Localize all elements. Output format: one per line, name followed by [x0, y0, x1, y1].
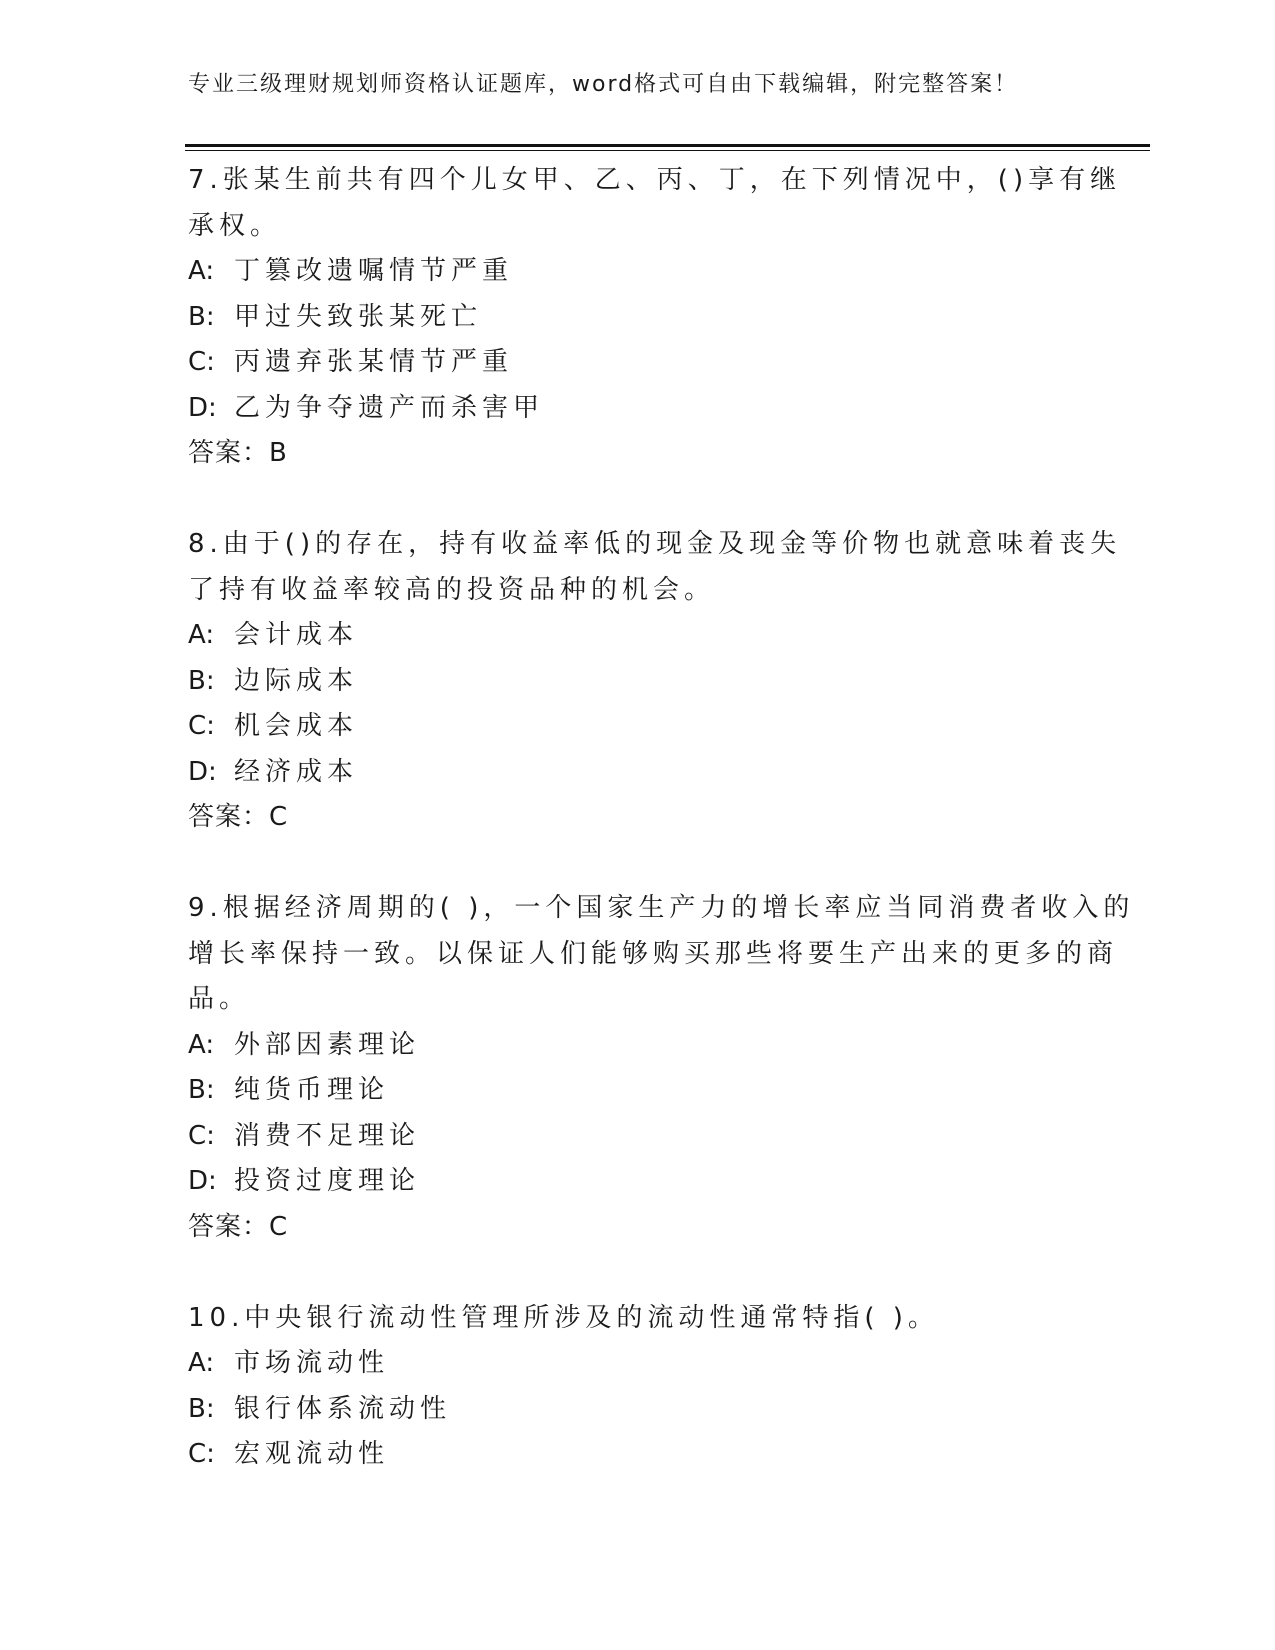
question-block: [188, 522, 1122, 841]
option-label: A:: [188, 620, 215, 650]
option-a: [188, 249, 1088, 295]
option-c: [188, 1114, 1088, 1160]
option-b: [188, 1068, 1088, 1114]
option-label: A:: [188, 1348, 215, 1378]
option-label: C:: [188, 711, 215, 741]
header-rule-thin: [185, 150, 1150, 151]
option-text: 纯货币理论: [234, 1075, 390, 1105]
answer-line: 答案：B: [188, 438, 288, 468]
option-label: B:: [188, 1393, 215, 1424]
header-rule-thick: [185, 144, 1150, 147]
option-text: 市场流动性: [234, 1348, 390, 1378]
option-text: 丁篡改遗嘱情节严重: [234, 256, 514, 286]
question-block: [188, 886, 1135, 1250]
option-text: 消费不足理论: [234, 1120, 421, 1151]
option-c: [188, 704, 1088, 750]
option-text: 甲过失致张某死亡: [234, 301, 483, 332]
option-b: [188, 295, 1088, 341]
question-block: [188, 1296, 1088, 1478]
option-label: C:: [188, 347, 215, 377]
option-text: 经济成本: [234, 756, 359, 787]
option-label: B:: [188, 301, 215, 332]
option-label: A:: [188, 1029, 215, 1060]
option-text: 投资过度理论: [234, 1166, 421, 1196]
option-text: 会计成本: [234, 620, 359, 650]
option-label: B:: [188, 665, 215, 696]
option-b: [188, 1387, 1088, 1433]
answer-line: 答案：C: [188, 1211, 289, 1242]
option-label: C:: [188, 1120, 215, 1151]
question-list: [188, 158, 1135, 1478]
question-text-line: 10.中央银行流动性管理所涉及的流动性通常特指( )。: [188, 1302, 939, 1333]
question-text-line: 8.由于()的存在，持有收益率低的现金及现金等价物也就意味着丧失: [188, 529, 1122, 559]
option-d: [188, 1159, 1088, 1205]
spacer: [188, 1250, 1088, 1296]
option-a: [188, 1023, 1088, 1069]
question-block: [188, 158, 1122, 477]
option-label: B:: [188, 1075, 215, 1105]
option-text: 丙遗弃张某情节严重: [234, 347, 514, 377]
spacer: [188, 841, 1088, 887]
option-text: 外部因素理论: [234, 1029, 421, 1060]
option-label: D:: [188, 756, 217, 787]
option-b: [188, 659, 1088, 705]
option-text: 机会成本: [234, 711, 359, 741]
question-text-line: 了持有收益率较高的投资品种的机会。: [188, 574, 716, 605]
option-label: A:: [188, 256, 215, 286]
question-text-line: 9.根据经济周期的( )，一个国家生产力的增长率应当同消费者收入的: [188, 893, 1135, 923]
option-text: 宏观流动性: [234, 1439, 390, 1469]
option-d: [188, 750, 1088, 796]
question-text-line: 7.张某生前共有四个儿女甲、乙、丙、丁，在下列情况中，()享有继: [188, 165, 1122, 195]
question-text-line: 承权。: [188, 210, 282, 241]
option-d: [188, 386, 1088, 432]
spacer: [188, 477, 1088, 523]
question-text-line: 品。: [188, 984, 251, 1014]
option-text: 边际成本: [234, 665, 359, 696]
option-label: D:: [188, 1166, 217, 1196]
option-a: [188, 613, 1088, 659]
option-label: D:: [188, 392, 217, 423]
question-text-line: 增长率保持一致。以保证人们能够购买那些将要生产出来的更多的商: [188, 938, 1119, 969]
option-text: 乙为争夺遗产而杀害甲: [234, 392, 545, 423]
option-label: C:: [188, 1439, 215, 1469]
option-a: [188, 1341, 1088, 1387]
option-c: [188, 1432, 1088, 1478]
option-text: 银行体系流动性: [234, 1393, 452, 1424]
document-header: 专业三级理财规划师资格认证题库，word格式可自由下载编辑，附完整答案！: [188, 72, 1019, 97]
option-c: [188, 340, 1088, 386]
answer-line: 答案：C: [188, 802, 289, 832]
